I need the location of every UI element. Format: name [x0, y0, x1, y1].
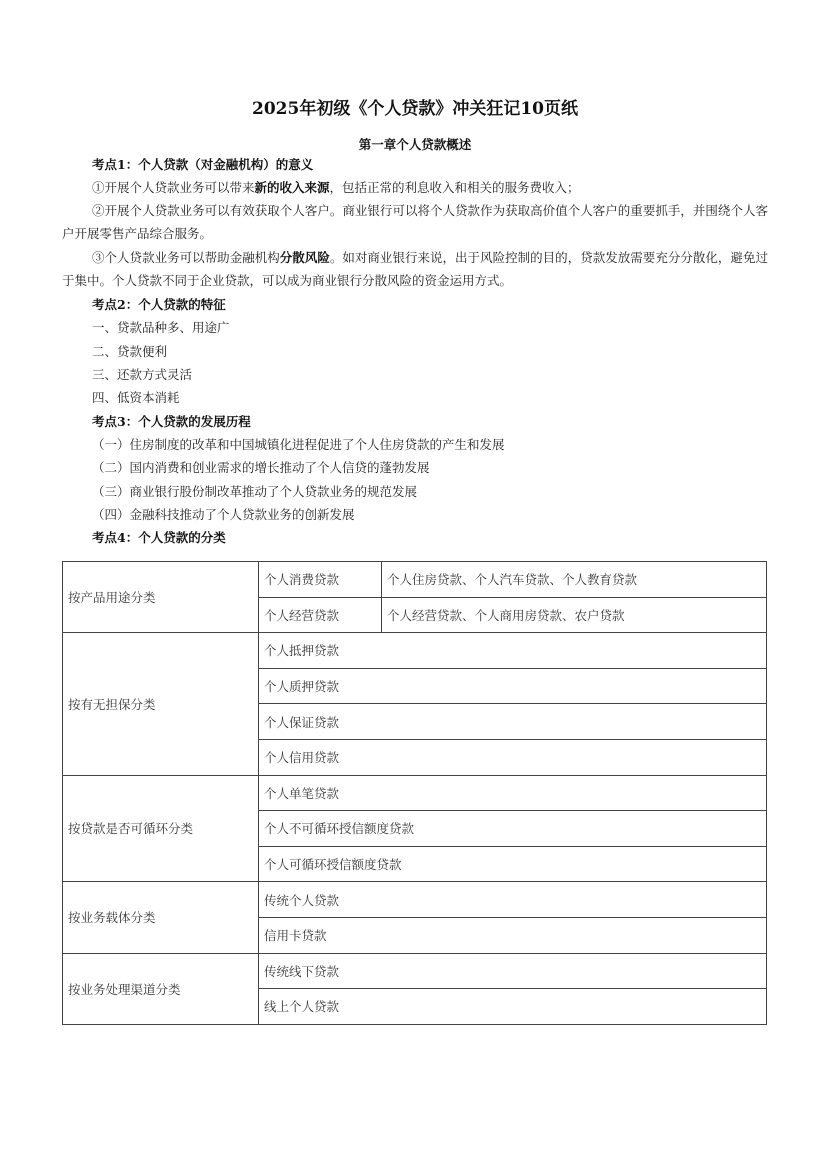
kp2-heading: 考点2：个人贷款的特征 [92, 297, 226, 312]
table-row [63, 562, 767, 598]
item-cell: 传统个人贷款 [259, 882, 767, 918]
detail-cell: 个人住房贷款、个人汽车贷款、个人教育贷款 [382, 562, 767, 598]
kp2-item: 三、还款方式灵活 [92, 367, 193, 382]
kp3-item: （四）金融科技推动了个人贷款业务的创新发展 [92, 507, 355, 522]
kp3-item: （一）住房制度的改革和中国城镇化进程促进了个人住房贷款的产生和发展 [92, 437, 505, 452]
kp1-p1-pre: ①开展个人贷款业务可以带来 [92, 180, 255, 195]
kp1-heading: 考点1：个人贷款（对金融机构）的意义 [92, 157, 314, 172]
detail-cell: 个人经营贷款、个人商用房贷款、农户贷款 [382, 597, 767, 633]
category-cell: 按业务处理渠道分类 [63, 953, 259, 1024]
chapter-heading: 第一章个人贷款概述 [358, 137, 472, 152]
table-row [63, 882, 767, 918]
category-cell: 按有无担保分类 [63, 633, 259, 775]
kp2-item: 四、低资本消耗 [92, 390, 180, 405]
table-row [63, 633, 767, 669]
item-cell: 传统线下贷款 [259, 953, 767, 989]
item-cell: 个人单笔贷款 [259, 775, 767, 811]
kp4-heading: 考点4：个人贷款的分类 [92, 530, 226, 545]
item-cell: 个人不可循环授信额度贷款 [259, 811, 767, 847]
item-cell: 信用卡贷款 [259, 917, 767, 953]
document-title: 2025年初级《个人贷款》冲关狂记10页纸 [252, 99, 578, 119]
kp1-p1-bold: 新的收入来源 [254, 180, 330, 195]
item-cell: 线上个人贷款 [259, 989, 767, 1025]
item-cell: 个人保证贷款 [259, 704, 767, 740]
item-cell: 个人可循环授信额度贷款 [259, 846, 767, 882]
kp1-p3-pre: ③个人贷款业务可以帮助金融机构 [92, 250, 280, 265]
item-cell: 个人抵押贷款 [259, 633, 767, 669]
kp1-p1-post: ，包括正常的利息收入和相关的服务费收入； [329, 180, 580, 195]
category-cell: 按业务载体分类 [63, 882, 259, 953]
kp3-item: （三）商业银行股份制改革推动了个人贷款业务的规范发展 [92, 484, 418, 499]
loan-classification-table [62, 561, 767, 1025]
table-row [63, 953, 767, 989]
table-row [63, 775, 767, 811]
kp1-point-3 [62, 246, 768, 292]
category-cell: 按贷款是否可循环分类 [63, 775, 259, 882]
category-cell: 按产品用途分类 [63, 562, 259, 633]
item-cell: 个人质押贷款 [259, 668, 767, 704]
kp1-p3-bold: 分散风险 [279, 250, 330, 265]
kp1-point-2: ②开展个人贷款业务可以有效获取个人客户。商业银行可以将个人贷款作为获取高价值个人客户的重要抓手，并围绕个人客户开展零售产品综合服务。 [62, 203, 768, 241]
kp1-point-1 [62, 176, 798, 199]
subcategory-cell: 个人经营贷款 [259, 597, 382, 633]
kp1-p3-post: 。如对商业银行来说，出于风险控制的目的，贷款发放需要充分分散化，避免过于集中。个人贷款不同于企业贷款，可以成为商业银行分散风险的资金运用方式。 [62, 250, 768, 288]
subcategory-cell: 个人消费贷款 [259, 562, 382, 598]
kp2-item: 二、贷款便利 [92, 344, 168, 359]
kp2-item: 一、贷款品种多、用途广 [92, 320, 230, 335]
kp3-heading: 考点3：个人贷款的发展历程 [92, 414, 251, 429]
kp3-item: （二）国内消费和创业需求的增长推动了个人信贷的蓬勃发展 [92, 460, 430, 475]
item-cell: 个人信用贷款 [259, 739, 767, 775]
